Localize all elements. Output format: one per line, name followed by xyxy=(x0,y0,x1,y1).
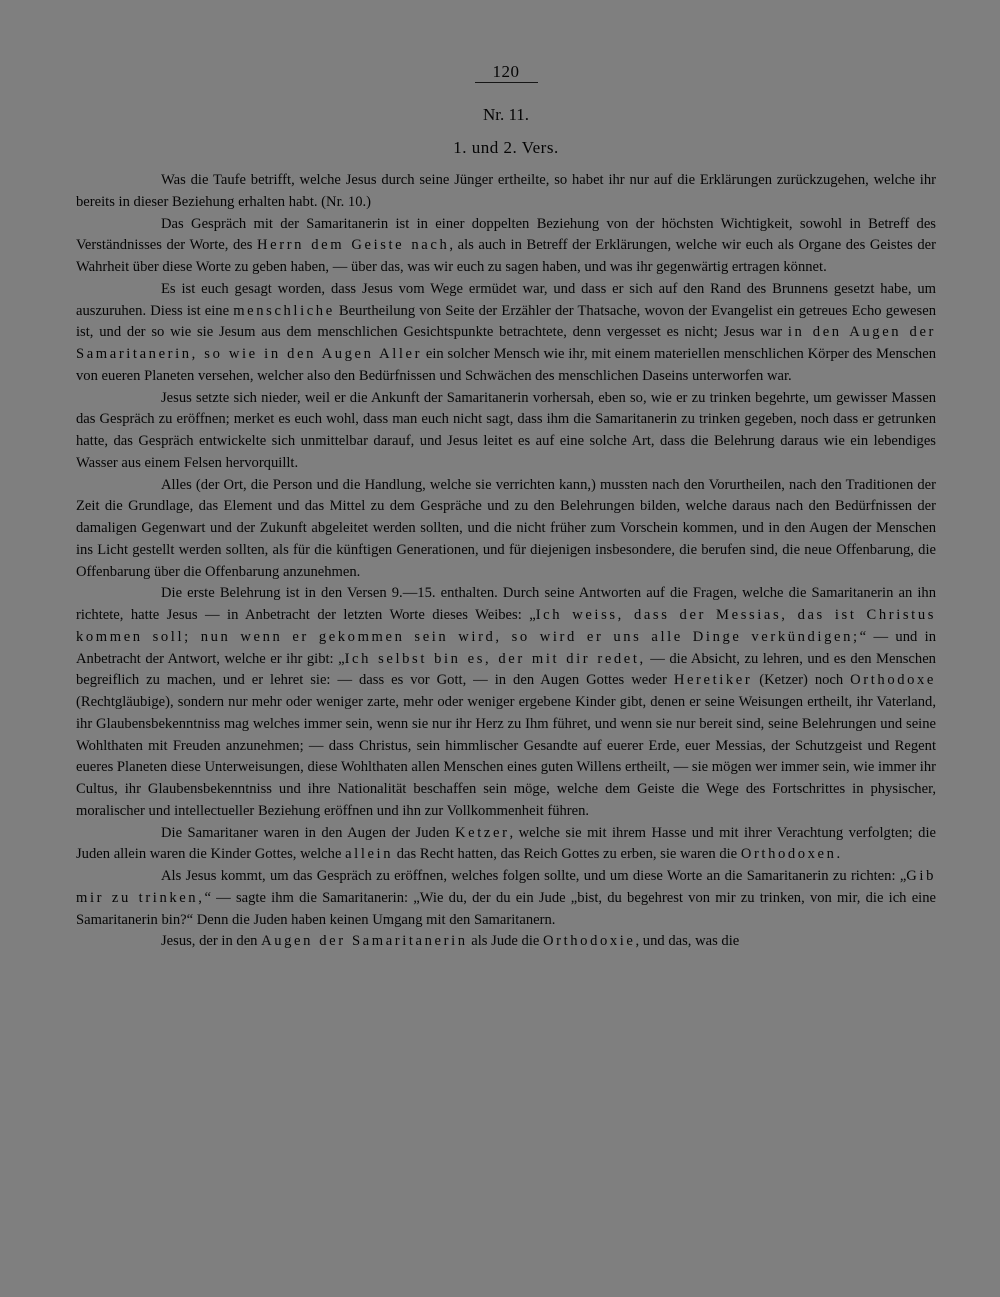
spaced-emphasis: Herrn dem Geiste nach xyxy=(257,237,450,254)
text-run: Was die Taufe betrifft, welche Jesus durch seine Jünger ertheilte, so habet ihr nur auf die Erklärungen zurückzugehen, welche ihr bereits in dieser Beziehung erhalten habt. (Nr. 10.) xyxy=(76,172,936,210)
spaced-emphasis: menschliche xyxy=(233,302,335,319)
paragraph xyxy=(76,583,936,822)
text-run: Die erste Belehrung ist in den Versen 9.—15. enthalten. Durch seine Antworten auf die Fragen, welche die Samaritanerin an ihn richtete, hatte Jesus — in Anbetracht der letzten Worte dieses Weibes: „ xyxy=(76,585,936,623)
text-run: Beurtheilung von Seite der Erzähler der Thatsache, wovon der Evangelist ein getreues Echo gewesen ist, und der so wie sie Jesum aus dem menschlichen Gesichtspunkte betrachtete, denn vergesset es nicht; Jesus war xyxy=(76,302,936,341)
text-run: Als Jesus kommt, um das Gespräch zu eröffnen, welches folgen sollte, und um diese Worte an die Samaritanerin zu richten: „ xyxy=(161,868,907,884)
text-run: , und das, was die xyxy=(635,933,740,950)
paragraph xyxy=(76,866,936,931)
text-run: , welche sie mit ihrem Hasse und mit ihrer Verachtung verfolgten; die Juden allein waren die Kinder Gottes, welche xyxy=(76,824,936,863)
spaced-emphasis: Gib mir zu trinken, xyxy=(76,868,936,906)
text-run: . xyxy=(836,846,841,863)
paragraph xyxy=(76,170,936,214)
spaced-emphasis: Ich weiss, dass der Messias, das ist Christus kommen soll; nun wenn er gekommen sein wird, so wird er uns alle Dinge verkündigen; xyxy=(76,607,936,645)
spaced-emphasis: Ich selbst bin es, der mit dir redet, xyxy=(344,650,646,667)
text-run: Alles (der Ort, die Person und die Handlung, welche sie verrichten kann,) mussten nach den Vorurtheilen, nach den Traditionen der Zeit die Grundlage, das Element und das Mittel zu dem Gespräche und zu den Belehrungen bilden, welche daraus nach den Bedürfnissen der damaligen Gegenwart und der Zukunft abgeleitet werden sollten, und die nicht früher zum Vorschein kommen, und in den Augen der Menschen ins Licht gestellt werden sollten, als für die künftigen Generationen, und für diejenigen insbesondere, die berufen sind, die neue Offenbarung, die Offenbarung über die Offenbarung anzunehmen. xyxy=(76,476,936,580)
spaced-emphasis: Augen der Samaritanerin xyxy=(261,933,468,950)
text-run: “ — und in Anbetracht der Antwort, welche er ihr gibt: „ xyxy=(76,628,936,667)
spaced-emphasis: Heretiker xyxy=(673,672,753,689)
spaced-emphasis: Orthodoxie xyxy=(543,933,636,950)
text-run: Die Samaritaner waren in den Augen der Juden xyxy=(161,824,456,841)
paragraph xyxy=(76,823,936,867)
paragraph xyxy=(76,388,936,475)
document-page xyxy=(76,62,936,1222)
paragraph xyxy=(76,475,936,584)
spaced-emphasis: Ketzer xyxy=(455,824,510,841)
text-run: — die Absicht, zu lehren, und es den Menschen begreiflich zu machen, und er lehret sie: — dass es vor Gott, — in den Augen Gottes weder xyxy=(76,650,936,689)
text-run: (Rechtgläubige), sondern nur mehr oder weniger zarte, mehr oder weniger ergebene Kinder gibt, denen er seine Weisungen ertheilt, ihr Vaterland, ihr Glaubensbekenntniss mag welches immer sein, wenn sie nur ihr Herz zu Ihm führet, und wenn sie nur bereit sind, seine Belehrungen und seine Wohlthaten mit Freuden anzunehmen; — dass Christus, sein himmlischer Gesandte auf euerer Erde, euer Messias, der Schutzgeist und Regent eueres Planeten diese Unterweisungen, diese Wohlthaten allen Menschen eines guten Willens ertheilt, — sie mögen wer immer sein, wie immer ihr Cultus, ihr Glaubensbekenntniss und ihre Nationalität beschaffen sein möge, welche dem Geiste die Wege des Fortschrittes in physischer, moralischer und intellectueller Beziehung eröffnen und ihn zur Vollkommenheit führen. xyxy=(76,694,936,819)
text-run: das Recht hatten, das Reich Gottes zu erben, sie waren die xyxy=(393,846,741,863)
text-run: als Jude die xyxy=(467,933,544,950)
text-run: ein solcher Mensch wie ihr, mit einem materiellen menschlichen Körper des Menschen von eueren Planeten versehen, welcher also den Bedürfnissen und Schwächen des menschlichen Daseins unterworfen war. xyxy=(76,346,936,384)
text-run: Jesus setzte sich nieder, weil er die Ankunft der Samaritanerin vorhersah, eben so, wie er zu trinken begehrte, um gewisser Massen das Gespräch zu eröffnen; merket es euch wohl, dass man euch nicht sagt, dass ihm die Samaritanerin zu trinken gegeben, noch dass er getrunken hatte, das Gespräch entwickelte sich unmittelbar darauf, und Jesus leitet es auf eine solche Art, dass die Belehrung daraus wie ein lebendiges Wasser aus einem Felsen hervorquillt. xyxy=(76,389,936,471)
spaced-emphasis: Orthodoxen xyxy=(740,846,837,863)
section-subtitle: 1. und 2. Vers. xyxy=(453,138,559,157)
paragraph xyxy=(76,214,936,279)
spaced-emphasis: in den Augen der Samaritanerin, so wie in den Augen Aller xyxy=(76,324,936,362)
text-run: Es ist euch gesagt worden, dass Jesus vom Wege ermüdet war, und dass er sich auf den Rand des Brunnens gesetzt habe, um auszuruhen. Diess ist eine xyxy=(76,280,936,319)
text-run: Das Gespräch mit der Samaritanerin ist in einer doppelten Beziehung von der höchsten Wichtigkeit, sowohl in Betreff des Verständnisses der Worte, des xyxy=(76,215,936,254)
document-number: Nr. 11. xyxy=(482,105,530,124)
paragraph xyxy=(76,931,936,953)
text-run: “ — sagte ihm die Samaritanerin: „Wie du, der du ein Jude „bist, du begehrest von mir zu trinken, von mir, die ich eine Samaritanerin bin?“ Denn die Juden haben keinen Umgang mit den Samaritanern. xyxy=(76,889,936,928)
text-run: , als auch in Betreff der Erklärungen, welche wir euch als Organe des Geistes der Wahrheit über diese Worte zu geben haben, — über das, was wir euch zu sagen haben, und was ihr gegenwärtig ertragen könnet. xyxy=(76,237,936,275)
paragraph xyxy=(76,279,936,388)
spaced-emphasis: allein xyxy=(345,846,394,863)
page-number-text: 120 xyxy=(475,62,538,83)
body-text xyxy=(76,170,936,953)
page-number xyxy=(76,62,936,82)
spaced-emphasis: Orthodoxe xyxy=(850,672,936,689)
text-run: Jesus, der in den xyxy=(161,933,262,950)
text-run: (Ketzer) noch xyxy=(752,672,851,689)
